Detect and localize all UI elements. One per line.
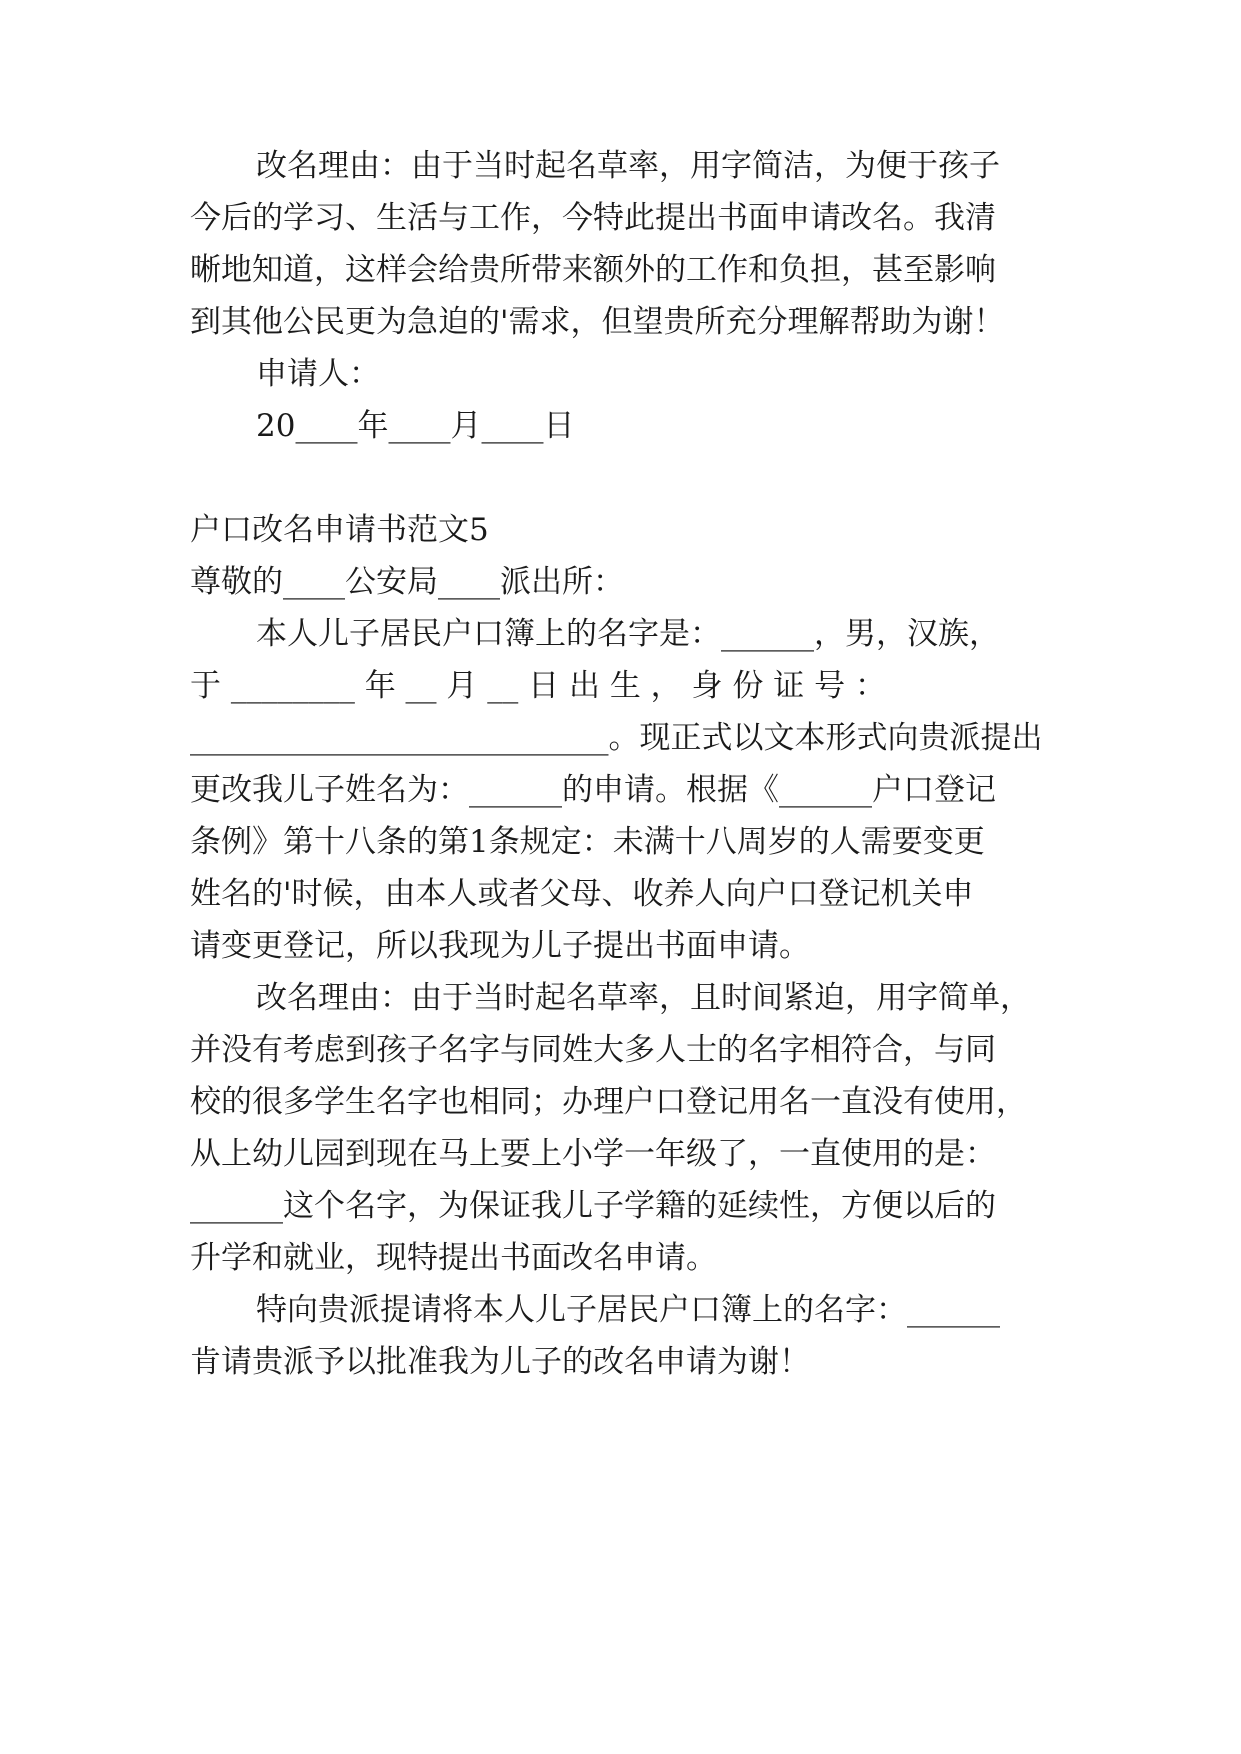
para1-line-4: 更改我儿子姓名为：______的申请。根据《______户口登记 [190,772,996,808]
reason-line-3: 晰地知道，这样会给贵所带来额外的工作和负担，甚至影响 [190,252,996,288]
para2-line-6: 升学和就业，现特提出书面改名申请。 [190,1240,717,1276]
para1-line-3: ___________________________。现正式以文本形式向贵派提出 [190,720,1043,756]
para2-line-5: ______这个名字，为保证我儿子学籍的延续性，方便以后的 [190,1188,996,1224]
para1-line-2: 于 ________ 年 __ 月 __ 日 出 生 ， 身 份 证 号 ： [190,668,886,704]
reason-line-4: 到其他公民更为急迫的'需求，但望贵所充分理解帮助为谢！ [190,304,1005,340]
section-title: 户口改名申请书范文5 [190,512,489,548]
para3-line-2: 肯请贵派予以批准我为儿子的改名申请为谢！ [190,1344,810,1380]
para2-line-1: 改名理由：由于当时起名草率，且时间紧迫，用字简单， [256,980,1031,1016]
applicant-label: 申请人： [256,356,380,392]
para1-line-7: 请变更登记，所以我现为儿子提出书面申请。 [190,928,810,964]
para3-line-1: 特向贵派提请将本人儿子居民户口簿上的名字：______ [256,1292,1000,1328]
para2-line-3: 校的很多学生名字也相同；办理户口登记用名一直没有使用， [190,1084,1027,1120]
salutation: 尊敬的____公安局____派出所： [190,564,624,600]
para2-line-2: 并没有考虑到孩子名字与同姓大多人士的名字相符合，与同 [190,1032,996,1068]
para2-line-4: 从上幼儿园到现在马上要上小学一年级了，一直使用的是： [190,1136,996,1172]
para1-line-5: 条例》第十八条的第1条规定：未满十八周岁的人需要变更 [190,824,985,860]
reason-line-1: 改名理由：由于当时起名草率，用字简洁，为便于孩子 [256,148,1000,184]
date-line: 20____年____月____日 [256,408,575,444]
para1-line-6: 姓名的'时候，由本人或者父母、收养人向户口登记机关申 [190,876,974,912]
para1-line-1: 本人儿子居民户口簿上的名字是：______，男，汉族， [256,616,1000,652]
reason-line-2: 今后的学习、生活与工作，今特此提出书面申请改名。我清 [190,200,996,236]
